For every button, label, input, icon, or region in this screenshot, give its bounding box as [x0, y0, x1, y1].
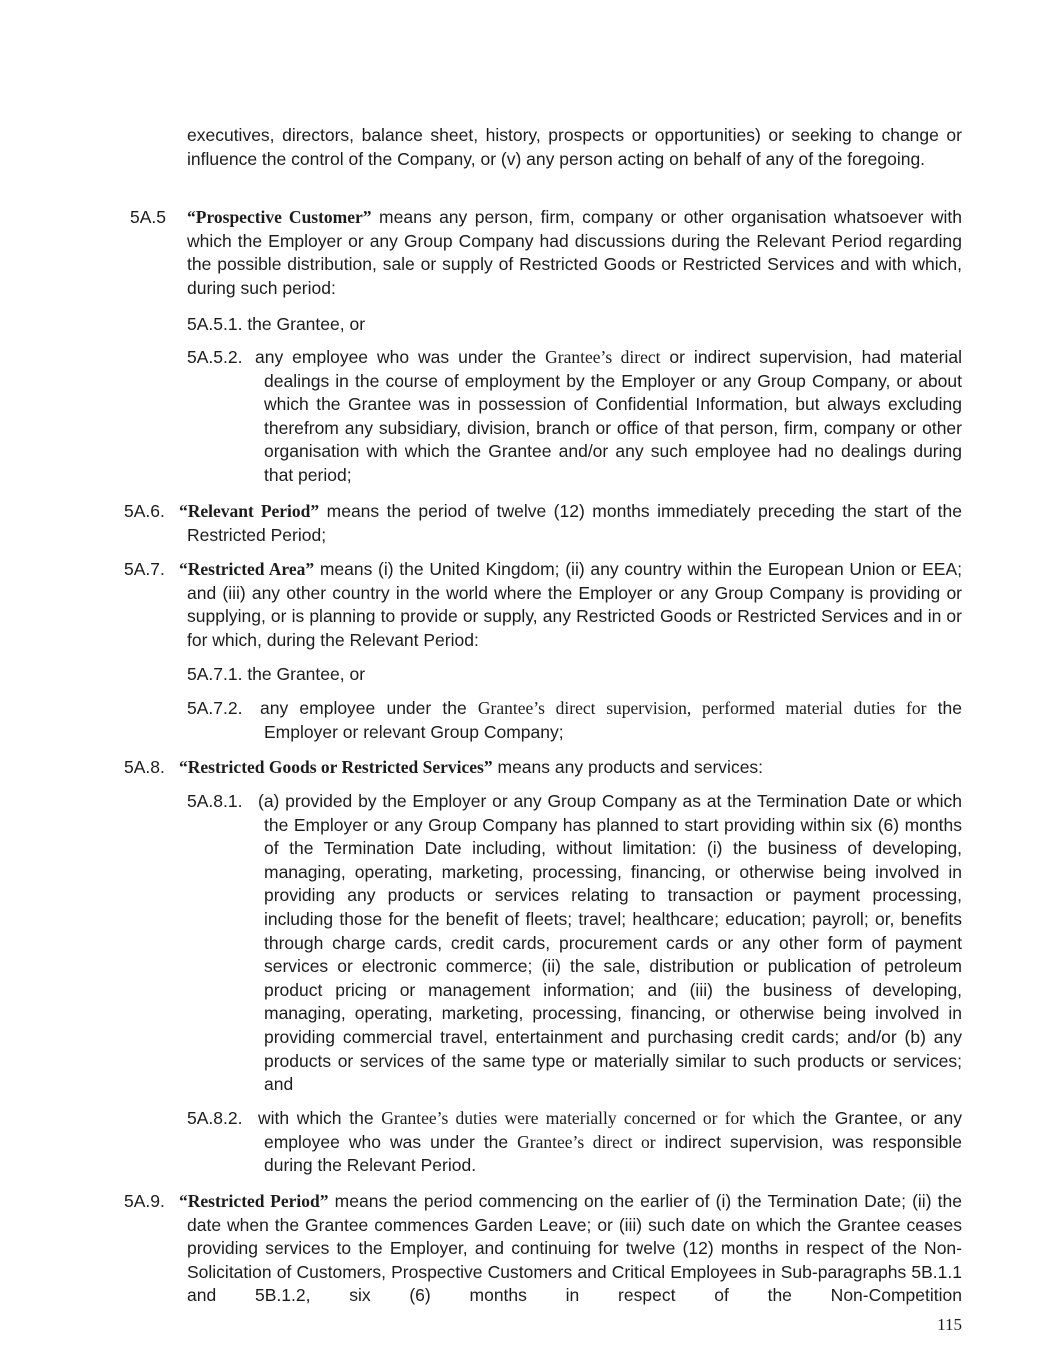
clause-text: means any products and services: — [492, 757, 764, 777]
subclause-text-serif: Grantee’s duties were materially concerned or for which — [381, 1108, 796, 1128]
defined-term: “Restricted Area” — [179, 559, 315, 579]
subclause-text-serif: Grantee’s direct or — [517, 1131, 656, 1152]
clause-text: means any person, firm, company or other organisation whatsoever with which the Employer or any Group Company had discussions during the Relevant Period regarding the possible distribution, sale or supply of Restricted Goods or Restricted Services and with which, during such period: — [187, 207, 963, 298]
clause-text: means the period commencing on the earlier of (i) the Termination Date; (ii) the date when the Grantee commences Garden Leave; or (iii) such date on which the Grantee ceases providing services to the Employer, and continuing for twelve (12) months in respect of the Non-Solicitation of Customers, Prospective Customers and Critical Employees in Sub-paragraphs 5B.1.1 and 5B.1.2, six (6) months in respect of the Non-Competition — [187, 1191, 963, 1306]
defined-term: “Relevant Period” — [179, 501, 320, 521]
clause-number-5A5: 5A.5 — [130, 207, 166, 227]
subclause-5A71: 5A.7.1. the Grantee, or — [187, 664, 366, 684]
subclause-number-5A52: 5A.5.2. — [187, 347, 243, 367]
clause-5A6 — [179, 500, 962, 547]
subclause-text: the Grantee, or any employee who was under the — [264, 1108, 962, 1152]
subclause-text: or indirect supervision, had material dealings in the course of employment by the Employer or any Group Company, or about which the Grantee was in possession of Confidential Information, but always excluding therefrom any subsidiary, division, branch or office of that person, firm, company or other organisation with which the Grantee and/or any such employee had no dealings during that period; — [264, 347, 963, 485]
clause-text: means the period of twelve (12) months immediately preceding the start of the Restricted Period; — [187, 501, 962, 545]
clause-5A7 — [179, 558, 962, 652]
subclause-5A51: 5A.5.1. the Grantee, or — [187, 314, 366, 334]
clause-text: means (i) the United Kingdom; (ii) any country within the European Union or EEA; and (iii) any other country in the world where the Employer or any Group Company is providing or supplying, or is planning to provide or supply, any Restricted Goods or Restricted Services and in or for which, during the Relevant Period: — [187, 559, 962, 650]
subclause-text: the Employer or relevant Group Company; — [264, 698, 962, 742]
clause-number-5A9: 5A.9. — [124, 1191, 165, 1211]
subclause-number-5A82: 5A.8.2. — [187, 1108, 243, 1128]
subclause-text: any employee under the — [260, 698, 478, 718]
clause-5A9 — [179, 1190, 963, 1308]
clause-5A8 — [179, 756, 962, 780]
clause-5A5 — [187, 206, 962, 300]
subclause-text: with which the — [258, 1108, 382, 1128]
clause-number-5A6: 5A.6. — [124, 501, 165, 521]
subclause-number-5A72: 5A.7.2. — [187, 698, 243, 718]
defined-term: “Prospective Customer” — [187, 207, 372, 227]
subclause-text-serif: Grantee’s direct supervision, performed material duties for — [477, 698, 927, 718]
subclause-5A72 — [260, 697, 962, 744]
clause-number-5A7: 5A.7. — [124, 559, 165, 579]
clause-number-5A8: 5A.8. — [124, 757, 165, 777]
subclause-5A81: (a) provided by the Employer or any Group Company as at the Termination Date or which the Employer or any Group Company has planned to start providing within six (6) months of the Termination Date including, without limitation: (i) the business of developing, managing, operating, marketing, processing, financing, or otherwise being involved in providing any products or services relating to transaction or payment processing, including those for the benefit of fleets; travel; healthcare; education; payroll; or, benefits through charge cards, credit cards, procurement cards or any other form of payment services or electronic commerce; (ii) the sale, distribution or publication of petroleum product pricing or management information; and (iii) the business of developing, managing, operating, marketing, processing, financing, or otherwise being involved in providing commercial travel, entertainment and purchasing credit cards; and/or (b) any products or services of the same type or materially similar to such products or services; and — [258, 791, 962, 1095]
defined-term: “Restricted Period” — [179, 1191, 329, 1211]
subclause-text: any employee who was under the — [255, 347, 546, 367]
page-number: 115 — [937, 1315, 962, 1334]
subclause-5A52 — [255, 346, 963, 488]
subclause-5A82 — [258, 1107, 962, 1178]
subclause-text: indirect supervision, was responsible during the Relevant Period. — [264, 1131, 962, 1176]
subclause-text-serif: Grantee’s direct — [545, 347, 661, 367]
subclause-number-5A81: 5A.8.1. — [187, 791, 243, 811]
defined-term: “Restricted Goods or Restricted Services” — [179, 757, 493, 777]
carryover-paragraph: executives, directors, balance sheet, history, prospects or opportunities) or seeking to change or influence the control of the Company, or (v) any person acting on behalf of any of the foregoing. — [187, 125, 962, 169]
